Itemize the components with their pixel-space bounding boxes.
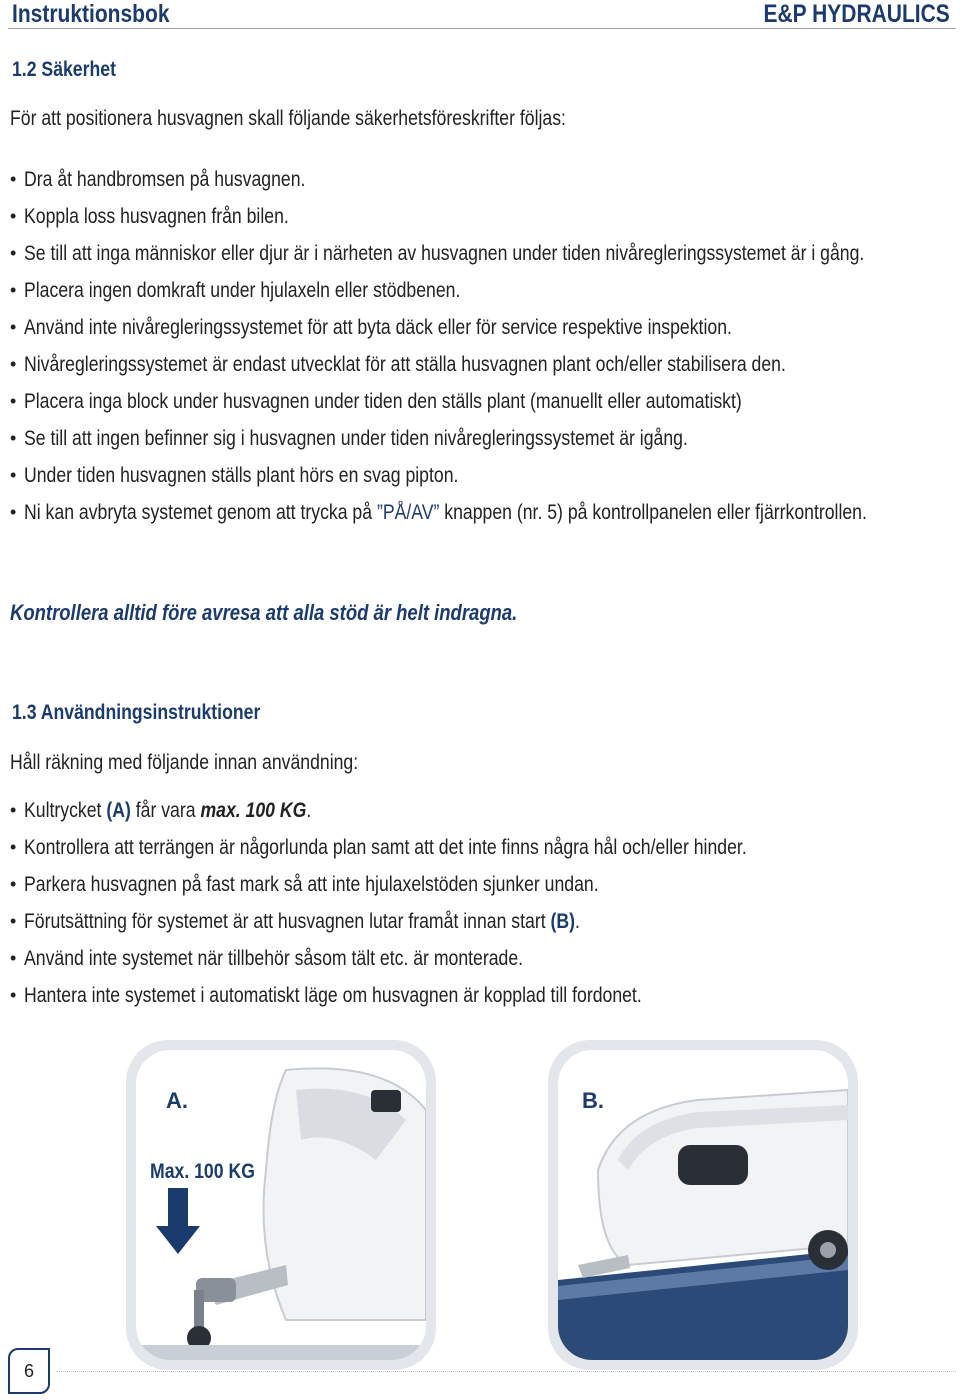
list-item: • Hantera inte systemet i automatiskt läge om husvagnen är kopplad till fordonet. — [10, 980, 960, 1011]
figure-a — [126, 1040, 436, 1370]
list-item: • Placera ingen domkraft under hjulaxeln eller stödbenen. — [10, 275, 960, 306]
list-item: • Se till att inga människor eller djur är i närheten av husvagnen under tiden nivåregleringssystemet är i gång. — [10, 238, 960, 269]
list-item: • Under tiden husvagnen ställs plant hörs en svag pipton. — [10, 460, 960, 491]
figure-label-a: A. — [166, 1088, 188, 1113]
footer-divider — [56, 1371, 956, 1372]
list-item: • Ni kan avbryta systemet genom att trycka på ”PÅ/AV” knappen (nr. 5) på kontrollpanelen eller fjärrkontrollen. — [10, 497, 960, 528]
figure-label-b: B. — [582, 1088, 604, 1113]
max-load-label: Max. 100 KG — [150, 1160, 255, 1183]
usage-list — [10, 795, 960, 1011]
figure-b-frame — [558, 1050, 848, 1360]
list-item: • Se till att ingen befinner sig i husvagnen under tiden nivåregleringssystemet är igång. — [10, 423, 960, 454]
list-item: • Kultrycket (A) får vara max. 100 KG. — [10, 795, 960, 826]
safety-list — [10, 164, 960, 528]
list-item: • Parkera husvagnen på fast mark så att inte hjulaxelstöden sjunker undan. — [10, 869, 960, 900]
list-item: • Använd inte nivåregleringssystemet för att byta däck eller för service respektive inspektion. — [10, 312, 960, 343]
figure-a-frame — [136, 1050, 426, 1360]
list-item: • Kontrollera att terrängen är någorlunda plan samt att det inte finns några hål och/eller hinder. — [10, 832, 960, 863]
list-item: • Nivåregleringssystemet är endast utvecklat för att ställa husvagnen plant och/eller stabilisera den. — [10, 349, 960, 380]
brand-name: E&P HYDRAULICS — [763, 0, 950, 28]
section-heading-safety: 1.2 Säkerhet — [12, 58, 116, 81]
usage-intro: Håll räkning med följande innan användning: — [10, 751, 359, 774]
document-title: Instruktionsbok — [12, 0, 170, 28]
arrow-down-icon — [156, 1188, 200, 1258]
safety-intro: För att positionera husvagnen skall följande säkerhetsföreskrifter följas: — [10, 107, 566, 130]
power-button-reference: ”PÅ/AV” — [376, 501, 440, 524]
list-item: • Använd inte systemet när tillbehör såsom tält etc. är monterade. — [10, 943, 960, 974]
header-divider — [8, 28, 956, 29]
warning-note: Kontrollera alltid före avresa att alla stöd är helt indragna. — [10, 600, 518, 625]
figure-b — [548, 1040, 858, 1370]
list-item: • Dra åt handbromsen på husvagnen. — [10, 164, 960, 195]
list-item: • Förutsättning för systemet är att husvagnen lutar framåt innan start (B). — [10, 906, 960, 937]
list-item: • Koppla loss husvagnen från bilen. — [10, 201, 960, 232]
page-number: 6 — [8, 1348, 50, 1394]
section-heading-usage: 1.3 Användningsinstruktioner — [12, 701, 261, 724]
list-item: • Placera inga block under husvagnen under tiden den ställs plant (manuellt eller automatiskt) — [10, 386, 960, 417]
